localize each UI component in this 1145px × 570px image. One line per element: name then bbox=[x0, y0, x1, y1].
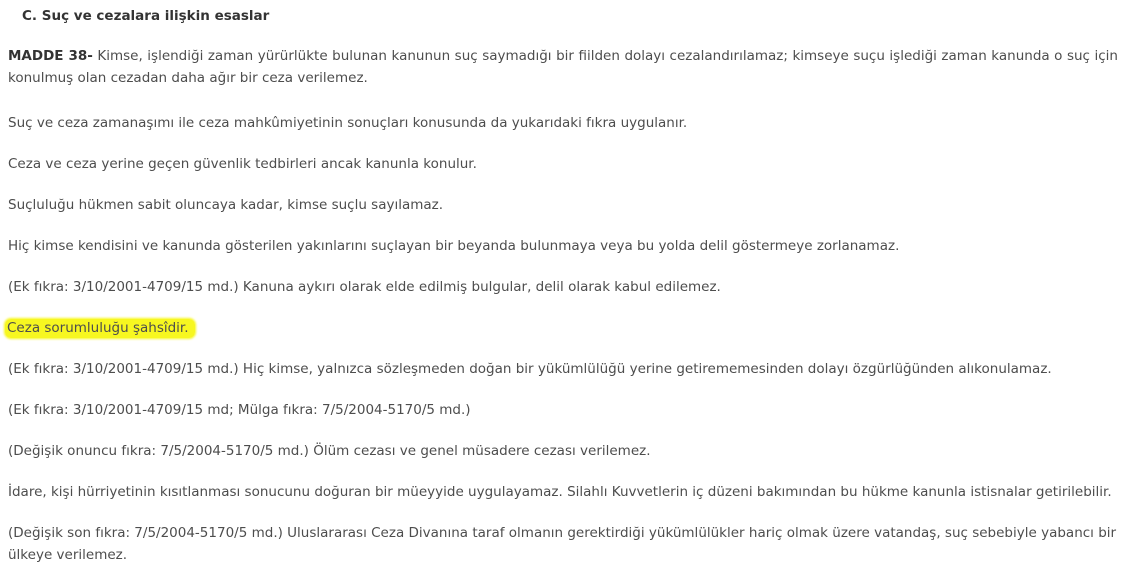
article-first-text: Kimse, işlendiği zaman yürürlükte bulunan kanunun suç saymadığı bir fiilden dolayı cezalandırılamaz; kimseye suçu işlediği zaman kanunda o suç için konulmuş olan cezadan daha ağır bir ceza verilemez. bbox=[8, 48, 1118, 86]
article-paragraph-5: Hiç kimse kendisini ve kanunda gösterilen yakınlarını suçlayan bir beyanda bulunmaya veya bu yolda delil göstermeye zorlanamaz. bbox=[8, 238, 900, 254]
article-paragraph-2: Suç ve ceza zamanaşımı ile ceza mahkûmiyetinin sonuçları konusunda da yukarıdaki fıkra uygulanır. bbox=[8, 115, 688, 131]
article-paragraph-7 bbox=[8, 317, 1118, 339]
article-paragraph-12: (Değişik son fıkra: 7/5/2004-5170/5 md.) Uluslararası Ceza Divanına taraf olmanın gerektirdiği yükümlülükler hariç olmak üzere vatandaş, suç sebebiyle yabancı bir ülkeye verilemez. bbox=[8, 525, 1117, 563]
article-paragraph-10: (Değişik onuncu fıkra: 7/5/2004-5170/5 md.) Ölüm cezası ve genel müsadere cezası verilemez. bbox=[8, 443, 651, 459]
section-title: C. Suç ve cezalara ilişkin esaslar bbox=[22, 8, 270, 24]
article-paragraph-8: (Ek fıkra: 3/10/2001-4709/15 md.) Hiç kimse, yalnızca sözleşmeden doğan bir yükümlülüğü yerine getirememesinden dolayı özgürlüğünden alıkonulamaz. bbox=[8, 361, 1052, 377]
article-paragraph-3: Ceza ve ceza yerine geçen güvenlik tedbirleri ancak kanunla konulur. bbox=[8, 156, 477, 172]
article-paragraph-9: (Ek fıkra: 3/10/2001-4709/15 md; Mülga fıkra: 7/5/2004-5170/5 md.) bbox=[8, 402, 471, 418]
article-paragraph-4: Suçluluğu hükmen sabit oluncaya kadar, kimse suçlu sayılamaz. bbox=[8, 197, 444, 213]
article-label: MADDE 38- bbox=[8, 48, 93, 64]
article-paragraph-6: (Ek fıkra: 3/10/2001-4709/15 md.) Kanuna aykırı olarak elde edilmiş bulgular, delil olarak kabul edilemez. bbox=[8, 279, 721, 295]
article-paragraph-11: İdare, kişi hürriyetinin kısıtlanması sonucunu doğuran bir müeyyide uygulayamaz. Silahlı Kuvvetlerin iç düzeni bakımından bu hükme kanunla istisnalar getirilebilir. bbox=[8, 484, 1112, 500]
article-paragraph-1 bbox=[8, 45, 1118, 89]
highlighted-text: Ceza sorumluluğu şahsîdir. bbox=[5, 319, 195, 338]
